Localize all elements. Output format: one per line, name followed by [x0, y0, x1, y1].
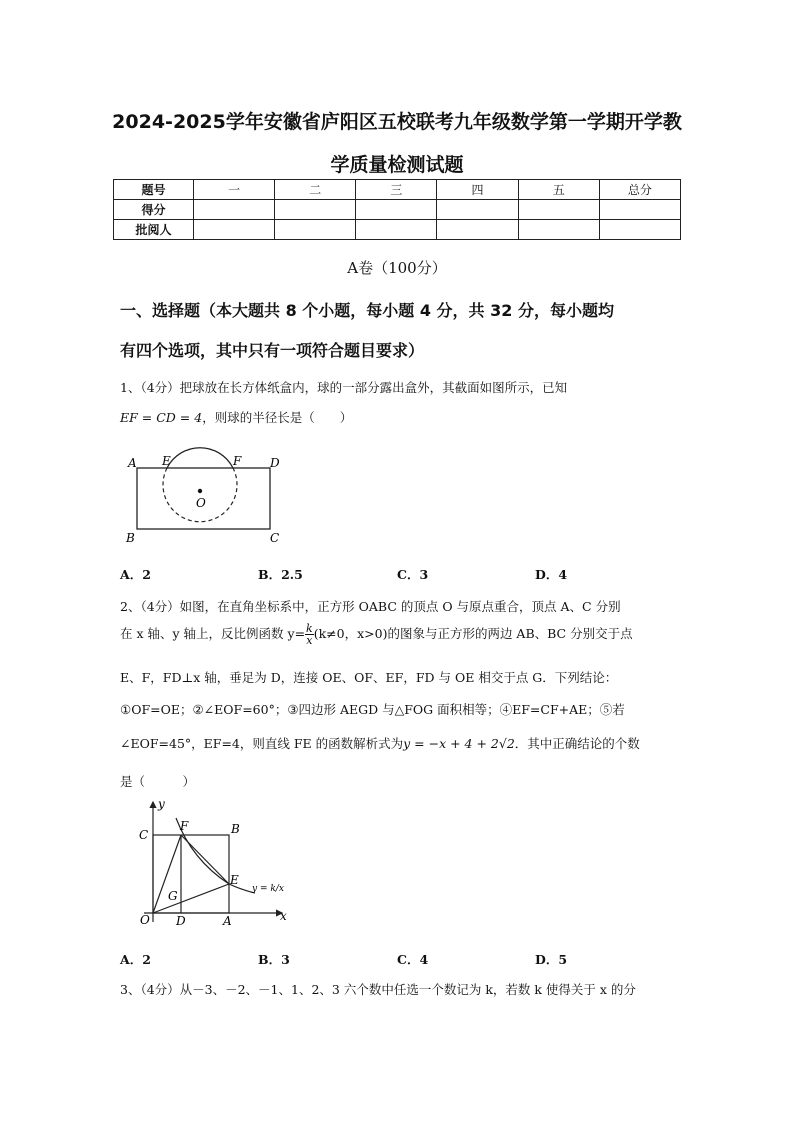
q2-option-c[interactable]: C．4 [397, 952, 429, 967]
score-cell[interactable] [356, 200, 437, 220]
section-heading-line-1: 一、选择题（本大题共 8 个小题，每小题 4 分，共 32 分，每小题均 [120, 301, 614, 320]
score-cell[interactable] [194, 200, 275, 220]
q1-option-b[interactable]: B．2.5 [258, 567, 303, 582]
q2-line-3: E、F，FD⊥x 轴，垂足为 D，连接 OE、OF、EF，FD 与 OE 相交于点 G．下列结论： [120, 670, 618, 685]
label-F: F [180, 819, 189, 833]
label-y: y [158, 798, 165, 811]
q1-line-2-text: ，则球的半径长是（ ） [202, 410, 353, 425]
reviewer-cell[interactable] [518, 220, 599, 240]
label-G: G [168, 889, 178, 903]
reviewer-cell[interactable] [194, 220, 275, 240]
reviewer-row [114, 220, 681, 240]
q2-equation: y = −x + 4 + 2√2 [403, 736, 515, 751]
q2-option-d[interactable]: D．5 [535, 952, 568, 967]
q2-line-5-b: ．其中正确结论的个数 [514, 736, 640, 751]
center-point [198, 489, 202, 493]
label-B: B [231, 822, 240, 836]
q1-equation: EF = CD = 4 [120, 410, 203, 425]
label-E: E [162, 454, 171, 468]
ball-arc-dashed [163, 468, 237, 522]
q1-option-c[interactable]: C．3 [397, 567, 429, 582]
score-cell[interactable] [599, 200, 680, 220]
label-B: B [126, 531, 135, 545]
label-C: C [139, 828, 149, 842]
title-line-1: 2024-2025学年安徽省庐阳区五校联考九年级数学第一学期开学教 [112, 111, 682, 133]
q2-option-b[interactable]: B．3 [258, 952, 290, 967]
q1-line-1: 1、（4分）把球放在长方体纸盒内，球的一部分露出盒外，其截面如图所示，已知 [120, 380, 568, 395]
label-E: E [230, 873, 239, 887]
row-label-score: 得分 [114, 200, 194, 220]
frac-denominator: x [306, 634, 313, 647]
reviewer-cell[interactable] [599, 220, 680, 240]
label-F: F [233, 454, 242, 468]
q2-option-a[interactable]: A．2 [120, 952, 151, 967]
header-cell: 二 [275, 180, 356, 200]
label-O: O [196, 496, 206, 510]
curve-label: y = k/x [252, 884, 284, 894]
q2-figure [130, 798, 295, 930]
score-table [113, 179, 681, 240]
reviewer-cell[interactable] [275, 220, 356, 240]
q2-line-4: ①OF=OE；②∠EOF=60°；③四边形 AEGD 与△FOG 面积相等；④EF=CF+AE；⑤若 [120, 702, 625, 717]
q2-line-1: 2、（4分）如图，在直角坐标系中，正方形 OABC 的顶点 O 与原点重合，顶点 A、C 分别 [120, 599, 621, 614]
title-line-2: 学质量检测试题 [330, 154, 464, 176]
label-A: A [223, 914, 232, 928]
header-cell: 五 [518, 180, 599, 200]
q1-figure [120, 445, 295, 550]
label-D: D [176, 914, 186, 928]
header-cell: 一 [194, 180, 275, 200]
ball-arc-top [167, 448, 233, 468]
q3-line-1: 3、（4分）从－3、－2、－1、1、2、3 六个数中任选一个数记为 k，若数 k 使得关于 x 的分 [120, 982, 636, 997]
row-label-reviewer: 批阅人 [114, 220, 194, 240]
q2-line-5-a: ∠EOF=45°，EF=4，则直线 FE 的函数解析式为 [120, 736, 404, 751]
header-cell: 总分 [599, 180, 680, 200]
volume-heading: A卷（100分） [347, 259, 447, 277]
section-heading-line-2: 有四个选项，其中只有一项符合题目要求） [120, 341, 425, 360]
q2-line-2-a: 在 x 轴、y 轴上，反比例函数 y= [120, 626, 306, 641]
q2-line-2 [120, 623, 633, 646]
q1-line-2 [120, 408, 352, 426]
score-row [114, 200, 681, 220]
q1-option-d[interactable]: D．4 [535, 567, 568, 582]
label-C: C [270, 531, 280, 545]
header-cell: 三 [356, 180, 437, 200]
label-O: O [140, 913, 150, 927]
reviewer-cell[interactable] [356, 220, 437, 240]
label-D: D [270, 456, 280, 470]
q2-line-5 [120, 734, 640, 752]
line-oe [153, 884, 229, 913]
q2-fraction [305, 623, 314, 646]
score-cell[interactable] [437, 200, 518, 220]
score-cell[interactable] [518, 200, 599, 220]
q2-line-6: 是（ ） [120, 774, 196, 789]
header-cell: 四 [437, 180, 518, 200]
label-x: x [280, 909, 287, 923]
q1-option-a[interactable]: A．2 [120, 567, 151, 582]
frac-numerator: k [306, 622, 313, 635]
label-A: A [128, 456, 137, 470]
header-cell: 题号 [114, 180, 194, 200]
score-cell[interactable] [275, 200, 356, 220]
reviewer-cell[interactable] [437, 220, 518, 240]
score-table-header-row [114, 180, 681, 200]
q2-line-2-b: (k≠0，x>0)的图象与正方形的两边 AB、BC 分别交于点 [313, 626, 633, 641]
